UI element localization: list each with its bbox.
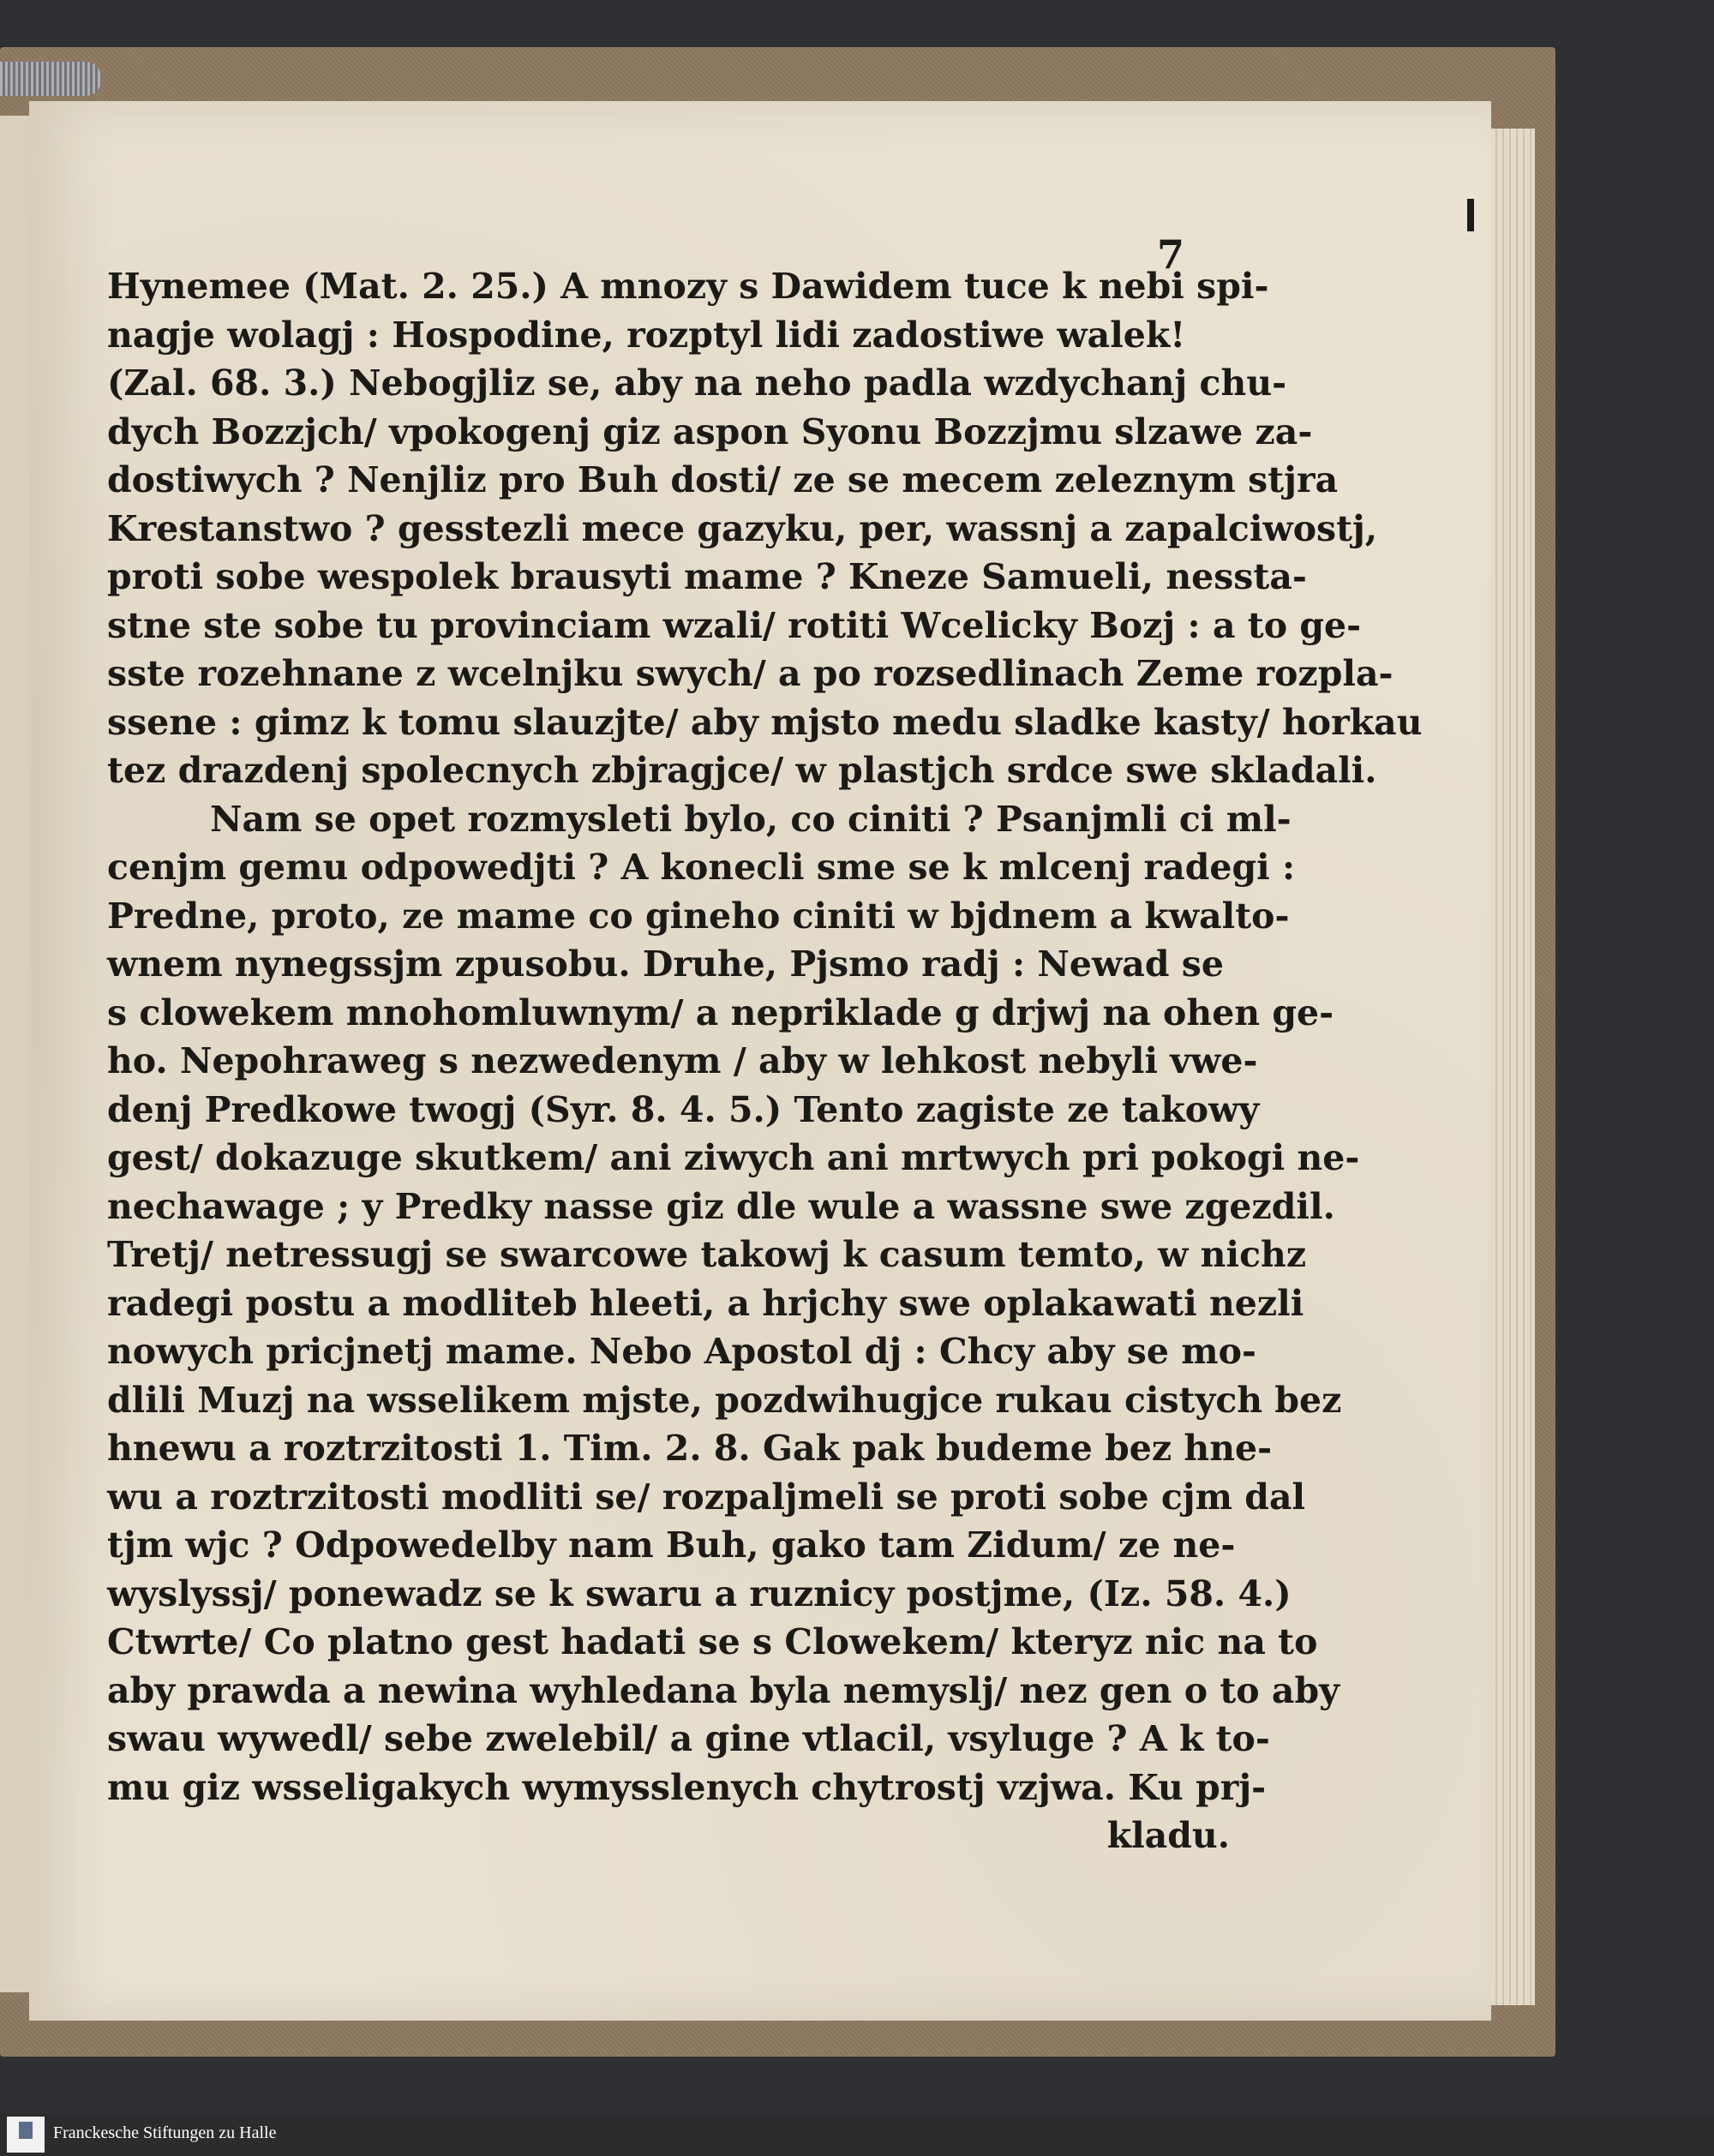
footer-bar <box>0 2113 1714 2156</box>
text-line: wnem nynegssjm zpusobu. Druhe, Pjsmo radj : Newad se <box>107 943 1224 985</box>
text-line: nagje wolagj : Hospodine, rozptyl lidi zadostiwe walek! <box>107 314 1186 356</box>
institution-logo-icon <box>7 2117 45 2153</box>
text-line: mu giz wsseligakych wymysslenych chytrostj vzjwa. Ku prj- <box>107 1766 1267 1808</box>
text-line: wu a roztrzitosti modliti se/ rozpaljmeli se proti sobe cjm dal <box>107 1476 1306 1518</box>
binding-band <box>0 62 101 96</box>
text-line: Hynemee (Mat. 2. 25.) A mnozy s Dawidem tuce k nebi spi- <box>107 266 1269 307</box>
text-line: Nam se opet rozmysleti bylo, co ciniti ? Psanjmli ci ml- <box>210 798 1291 840</box>
text-line: dlili Muzj na wsselikem mjste, pozdwihugjce rukau cistych bez <box>107 1379 1342 1421</box>
text-line: Krestanstwo ? gesstezli mece gazyku, per, wassnj a zapalciwostj, <box>107 507 1378 549</box>
text-line: wyslyssj/ ponewadz se k swaru a ruznicy postjme, (Iz. 58. 4.) <box>107 1572 1291 1614</box>
text-line: ho. Nepohraweg s nezwedenym / aby w lehkost nebyli vwe- <box>107 1040 1258 1081</box>
text-line: swau wywedl/ sebe zwelebil/ a gine vtlacil, vsyluge ? A k to- <box>107 1718 1270 1759</box>
footer-credit: Franckesche Stiftungen zu Halle <box>53 2123 277 2142</box>
text-line: nowych pricjnetj mame. Nebo Apostol dj : Chcy aby se mo- <box>107 1331 1256 1372</box>
text-line: aby prawda a newina wyhledana byla nemyslj/ nez gen o to aby <box>107 1669 1339 1711</box>
catchword: kladu. <box>1106 1815 1230 1856</box>
text-line: proti sobe wespolek brausyti mame ? Kneze Samueli, nessta- <box>107 556 1307 597</box>
text-line: tez drazdenj spolecnych zbjragjce/ w plastjch srdce swe skladali. <box>107 750 1377 791</box>
text-line: denj Predkowe twogj (Syr. 8. 4. 5.) Tento zagiste ze takowy <box>107 1088 1260 1130</box>
text-line: cenjm gemu odpowedjti ? A konecli sme se k mlcenj radegi : <box>107 847 1296 888</box>
page-edge-mark <box>1467 199 1474 231</box>
left-page-edge <box>0 116 31 1992</box>
text-line: tjm wjc ? Odpowedelby nam Buh, gako tam Zidum/ ze ne- <box>107 1524 1236 1566</box>
page-number: 7 <box>1157 231 1185 278</box>
text-line: dostiwych ? Nenjliz pro Buh dosti/ ze se mecem zeleznym stjra <box>107 459 1339 500</box>
text-line: radegi postu a modliteb hleeti, a hrjchy swe oplakawati nezli <box>107 1282 1304 1324</box>
text-line: stne ste sobe tu provinciam wzali/ rotiti Wcelicky Bozj : a to ge- <box>107 604 1362 646</box>
text-line: gest/ dokazuge skutkem/ ani ziwych ani mrtwych pri pokogi ne- <box>107 1137 1360 1178</box>
text-line: Ctwrte/ Co platno gest hadati se s Clowekem/ kteryz nic na to <box>107 1621 1318 1662</box>
text-line: (Zal. 68. 3.) Nebogjliz se, aby na neho padla wzdychanj chu- <box>107 362 1287 404</box>
text-line: ssene : gimz k tomu slauzjte/ aby mjsto medu sladke kasty/ horkau <box>107 701 1423 743</box>
page-text <box>107 262 1423 1860</box>
text-line: sste rozehnane z wcelnjku swych/ a po rozsedlinach Zeme rozpla- <box>107 653 1393 694</box>
text-line: nechawage ; y Predky nasse giz dle wule a wassne swe zgezdil. <box>107 1185 1335 1227</box>
text-line: Predne, proto, ze mame co gineho ciniti w bjdnem a kwalto- <box>107 895 1290 937</box>
text-line: Tretj/ netressugj se swarcowe takowj k casum temto, w nichz <box>107 1234 1307 1275</box>
text-line: s clowekem mnohomluwnym/ a nepriklade g drjwj na ohen ge- <box>107 991 1334 1033</box>
text-line: dych Bozzjch/ vpokogenj giz aspon Syonu Bozzjmu slzawe za- <box>107 410 1313 452</box>
text-line: hnewu a roztrzitosti 1. Tim. 2. 8. Gak pak budeme bez hne- <box>107 1428 1273 1469</box>
